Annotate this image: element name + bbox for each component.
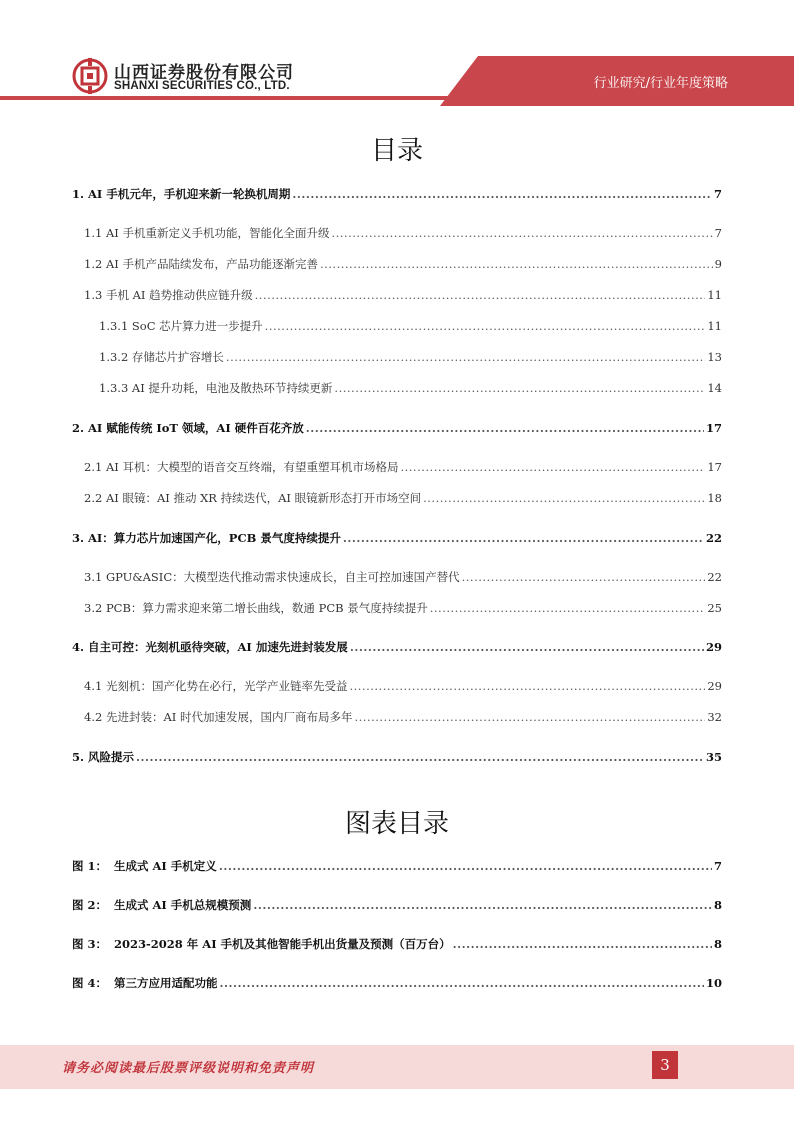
toc-entry[interactable] xyxy=(99,318,722,334)
toc-entry-text: 1.3 手机 AI 趋势推动供应链升级 xyxy=(84,288,253,302)
dot-leader xyxy=(219,859,712,873)
figure-page: 7 xyxy=(713,859,722,873)
dot-leader xyxy=(400,460,705,474)
toc-entry-text: 1.3.2 存储芯片扩容增长 xyxy=(99,350,224,364)
toc-title: 目录 xyxy=(370,136,423,166)
toc-entry[interactable] xyxy=(84,256,722,272)
toc-entry[interactable] xyxy=(72,186,722,202)
toc-entry[interactable] xyxy=(84,678,722,694)
toc-entry-page: 25 xyxy=(707,601,722,615)
figure-label: 图 1： xyxy=(72,859,108,873)
dot-leader xyxy=(220,976,704,990)
toc-entry-text: 2.1 AI 耳机：大模型的语音交互终端，有望重塑耳机市场格局 xyxy=(84,460,399,474)
toc-entry-page: 11 xyxy=(707,319,722,333)
dot-leader xyxy=(306,421,704,435)
toc-entry-page: 7 xyxy=(713,187,722,201)
dot-leader xyxy=(320,257,713,271)
toc-entry[interactable] xyxy=(84,225,722,241)
figure-title: 生成式 AI 手机总规模预测 xyxy=(114,898,252,912)
dot-leader xyxy=(453,937,712,951)
toc-entry[interactable] xyxy=(72,530,722,546)
toc-entry[interactable] xyxy=(72,749,722,765)
dot-leader xyxy=(343,531,704,545)
company-name-cn: 山西证券股份有限公司 xyxy=(114,63,294,83)
figure-label: 图 2： xyxy=(72,898,108,912)
toc-entry[interactable] xyxy=(84,600,722,616)
toc-entry[interactable] xyxy=(84,569,722,585)
figures-title: 图表目录 xyxy=(344,809,449,839)
toc-entry-text: 4.1 光刻机：国产化势在必行，光学产业链率先受益 xyxy=(84,679,348,693)
dot-leader xyxy=(255,288,706,302)
dot-leader xyxy=(430,601,706,615)
dot-leader xyxy=(349,679,705,693)
toc-entry[interactable] xyxy=(72,420,722,436)
toc-entry-text: 4.2 先进封装：AI 时代加速发展，国内厂商布局多年 xyxy=(84,710,353,724)
dot-leader xyxy=(253,898,712,912)
figure-title: 第三方应用适配功能 xyxy=(114,976,218,990)
toc-entry-page: 9 xyxy=(714,257,722,271)
dot-leader xyxy=(462,570,706,584)
toc-entry-text: 1.3.1 SoC 芯片算力进一步提升 xyxy=(99,319,263,333)
dot-leader xyxy=(423,491,705,505)
toc-entry-page: 18 xyxy=(707,491,722,505)
toc-entry-page: 14 xyxy=(707,381,722,395)
figure-page: 8 xyxy=(713,898,722,912)
dot-leader xyxy=(354,710,705,724)
dot-leader xyxy=(136,750,704,764)
figure-page: 8 xyxy=(713,937,722,951)
page-number: 3 xyxy=(652,1051,678,1079)
toc-entry-text: 1.2 AI 手机产品陆续发布，产品功能逐渐完善 xyxy=(84,257,318,271)
toc-entry-text: 1.3.3 AI 提升功耗，电池及散热环节持续更新 xyxy=(99,381,333,395)
toc-entry-page: 22 xyxy=(705,531,722,545)
toc-entry-page: 29 xyxy=(707,679,722,693)
toc-entry[interactable] xyxy=(84,287,722,303)
figure-page: 10 xyxy=(705,976,722,990)
dot-leader xyxy=(226,350,705,364)
company-name-en: SHANXI SECURITIES CO., LTD. xyxy=(114,80,290,92)
figure-entry-text xyxy=(72,897,251,913)
toc-entry[interactable] xyxy=(84,709,722,725)
toc-entry-page: 11 xyxy=(707,288,722,302)
dot-leader xyxy=(265,319,706,333)
toc-entry-text: 3. AI：算力芯片加速国产化，PCB 景气度持续提升 xyxy=(72,531,341,545)
shanxi-securities-logo-icon xyxy=(72,58,108,94)
toc-entry-text: 2. AI 赋能传统 IoT 领域，AI 硬件百花齐放 xyxy=(72,421,304,435)
page-header xyxy=(0,0,794,105)
dot-leader xyxy=(334,381,705,395)
figure-label: 图 4： xyxy=(72,976,108,990)
toc-entry-text: 5. 风险提示 xyxy=(72,750,135,764)
toc-entry-page: 17 xyxy=(705,421,722,435)
figure-entry-text xyxy=(72,975,218,991)
toc-entry[interactable] xyxy=(84,490,722,506)
toc-entry-text: 3.1 GPU&ASIC：大模型迭代推动需求快速成长，自主可控加速国产替代 xyxy=(84,570,460,584)
figure-title: 2023-2028 年 AI 手机及其他智能手机出货量及预测（百万台） xyxy=(114,937,451,951)
figure-entry[interactable] xyxy=(72,975,722,991)
toc-entry[interactable] xyxy=(72,639,722,655)
toc-entry-page: 32 xyxy=(707,710,722,724)
toc-entry-text: 1. AI 手机元年，手机迎来新一轮换机周期 xyxy=(72,187,291,201)
figure-entry-text xyxy=(72,858,217,874)
toc-entry-text: 3.2 PCB：算力需求迎来第二增长曲线，数通 PCB 景气度持续提升 xyxy=(84,601,428,615)
toc-entry-page: 22 xyxy=(707,570,722,584)
toc-entry-text: 2.2 AI 眼镜：AI 推动 XR 持续迭代，AI 眼镜新形态打开市场空间 xyxy=(84,491,422,505)
toc-entry[interactable] xyxy=(99,380,722,396)
dot-leader xyxy=(292,187,712,201)
dot-leader xyxy=(331,226,712,240)
toc-entry-text: 1.1 AI 手机重新定义手机功能，智能化全面升级 xyxy=(84,226,330,240)
dot-leader xyxy=(350,640,704,654)
figure-entry[interactable] xyxy=(72,858,722,874)
figure-entry-text xyxy=(72,936,451,952)
toc-entry-page: 13 xyxy=(707,350,722,364)
figure-label: 图 3： xyxy=(72,937,108,951)
figure-entry[interactable] xyxy=(72,897,722,913)
toc-entry-text: 4. 自主可控：光刻机亟待突破，AI 加速先进封装发展 xyxy=(72,640,348,654)
toc-entry[interactable] xyxy=(84,459,722,475)
toc-entry-page: 29 xyxy=(705,640,722,654)
figure-entry[interactable] xyxy=(72,936,722,952)
toc-entry-page: 35 xyxy=(705,750,722,764)
disclaimer-notice: 请务必阅读最后股票评级说明和免责声明 xyxy=(62,1061,315,1076)
toc-entry-page: 7 xyxy=(714,226,722,240)
toc-entry[interactable] xyxy=(99,349,722,365)
toc-entry-page: 17 xyxy=(707,460,722,474)
report-category: 行业研究/行业年度策略 xyxy=(593,76,728,91)
figure-title: 生成式 AI 手机定义 xyxy=(114,859,217,873)
